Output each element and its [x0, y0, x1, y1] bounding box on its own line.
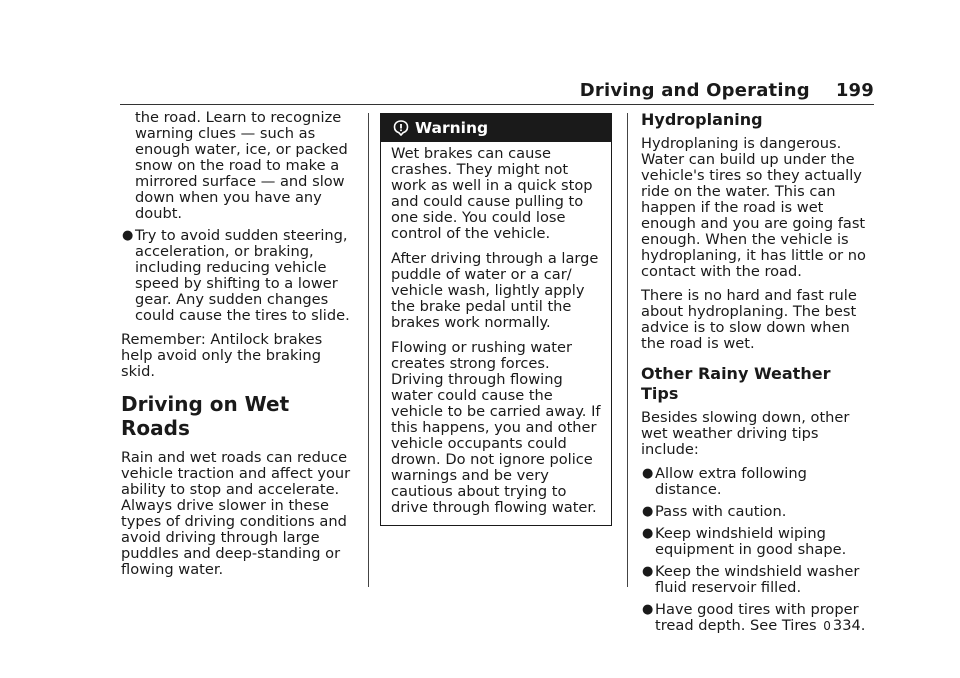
wet-roads-paragraph: Rain and wet roads can reduce vehicle traction and affect your ability to stop and accelerate. Always drive slower in these types of driving conditions and avoid driving through large puddles and deep-standing or flowing water. — [121, 449, 351, 578]
warning-paragraph: Wet brakes can cause crashes. They might not work as well in a quick stop and could cause pulling to one side. You could lose control of the vehicle. — [391, 145, 593, 242]
tips-list — [641, 466, 873, 634]
warning-paragraph: After driving through a large puddle of water or a car/ vehicle wash, lightly apply the brake pedal until the brakes work normally. — [391, 250, 599, 331]
page-reference-icon: 0 — [823, 619, 831, 633]
list-item — [641, 526, 873, 558]
tip-text: Pass with caution. — [655, 503, 787, 520]
warning-icon — [393, 120, 409, 136]
list-item — [641, 602, 873, 634]
section-title: Driving and Operating — [579, 80, 810, 101]
column-divider-left — [368, 113, 369, 587]
warning-header — [381, 114, 611, 142]
bullet-icon: ● — [642, 526, 654, 541]
tip-text: Keep the windshield washer fluid reservoir filled. — [655, 563, 860, 596]
tip-text: Allow extra following distance. — [655, 465, 807, 498]
list-item — [121, 228, 357, 324]
tip-text: Keep windshield wiping equipment in good shape. — [655, 525, 847, 558]
list-item — [641, 504, 873, 520]
header-rule — [120, 104, 874, 105]
page-number: 199 — [835, 80, 874, 101]
tires-page-link[interactable]: 334. — [832, 617, 866, 634]
left-column — [121, 110, 357, 586]
right-column — [641, 110, 873, 642]
bullet-icon: ● — [642, 564, 654, 579]
remember-note: Remember: Antilock brakes help avoid only the braking skid. — [121, 331, 323, 380]
bullet-text: Try to avoid sudden steering, acceleration, or braking, including reducing vehicle speed by shifting to a lower gear. Any sudden changes could cause the tires to slide. — [135, 227, 350, 324]
section-heading-hydroplaning: Hydroplaning — [641, 110, 763, 129]
column-divider-right — [627, 113, 628, 587]
bullet-icon: ● — [122, 228, 134, 243]
bullet-icon: ● — [642, 602, 654, 617]
tip-text: Have good tires with proper tread depth. See Tires — [655, 601, 859, 634]
section-heading-rainy-tips: Other Rainy Weather Tips — [641, 364, 831, 403]
section-heading-wet-roads: Driving on Wet Roads — [121, 392, 290, 440]
warning-paragraph: Flowing or rushing water creates strong forces. Driving through flowing water could cause the vehicle to be carried away. If this happens, you and other vehicle occupants could drown. Do not ignore police warnings and be very cautious about trying to drive through flowing water. — [391, 339, 601, 516]
bullet-icon: ● — [642, 504, 654, 519]
warning-body — [381, 142, 611, 516]
warning-title: Warning — [415, 119, 489, 137]
bullet-icon: ● — [642, 466, 654, 481]
continued-bullet-text: the road. Learn to recognize warning clues — such as enough water, ice, or packed snow on the road to make a mirrored surface — and slow down when you have any doubt. — [135, 109, 348, 222]
warning-box — [380, 113, 612, 526]
list-item — [641, 466, 873, 498]
hydroplaning-paragraph-1: Hydroplaning is dangerous. Water can build up under the vehicle's tires so they actually ride on the water. This can happen if the road is wet enough and you are going fast enough. When the vehicle is hydroplaning, it has little or no contact with the road. — [641, 135, 866, 280]
tips-intro: Besides slowing down, other wet weather driving tips include: — [641, 409, 850, 458]
hydroplaning-paragraph-2: There is no hard and fast rule about hydroplaning. The best advice is to slow down when the road is wet. — [641, 287, 857, 352]
list-item — [641, 564, 873, 596]
left-bullet-list — [121, 228, 357, 324]
page-header — [580, 80, 874, 101]
